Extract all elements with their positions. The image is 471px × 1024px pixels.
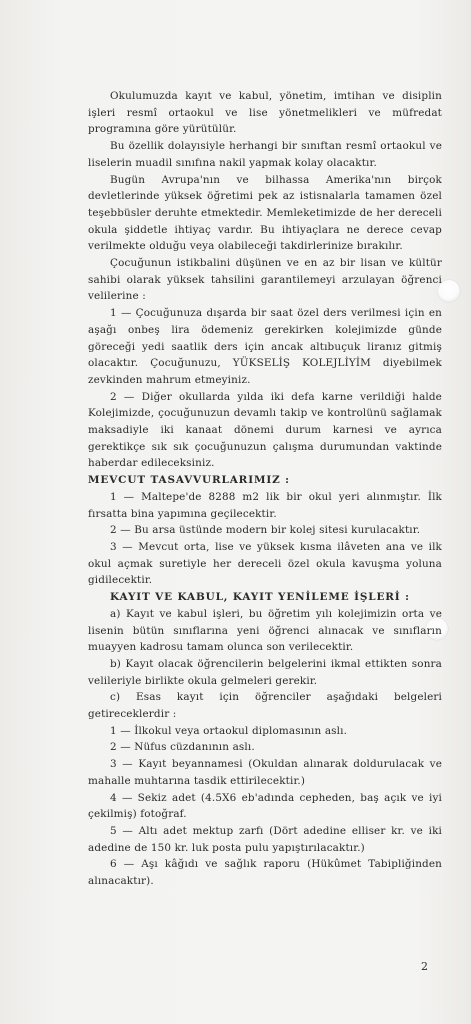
paragraph: 2 — Diğer okullarda yılda iki defa karne verildiği halde Kolejimizde, çocuğunuzun devamlı takip ve kontrolünü sağlamak maksadiyle iki kanaat dönemi durum karnesi ve ayrıca gerektikçe sık sık çocuğunuzun çalışma durumundan vaktinde haberdar edileceksiniz. <box>88 390 442 470</box>
section-heading-registration: KAYIT VE KABUL, KAYIT YENİLEME İŞLERİ : <box>110 591 410 604</box>
paragraph: 1 — Çocuğunuza dışarda bir saat özel ders verilmesi için en aşağı onbeş lira ödemeniz gerekirken kolejimizde günde göreceği yedi saatlik ders için ancak altıbuçuk liranız gitmiş olacaktır. Çocuğunuzu, YÜKSELİŞ KOLEJLİYİM diyebilmek zevkinden mahrum etmeyiniz. <box>88 307 442 386</box>
page-number: 2 <box>421 960 428 973</box>
paragraph: Bugün Avrupa'nın ve bilhassa Amerika'nın birçok devletlerinde yüksek öğretimi pek az istisnalarla tamamen özel teşebbüsler deruhte etmektedir. Memleketimizde de her dereceli okula şiddetle ihtiyaç vardır. Bu ihtiyaçlara ne derece cevap verilmekte olduğu veya olabileceği takdirlerinize bırakılır. <box>88 173 442 253</box>
list-item: 3 — Kayıt beyannamesi (Okuldan alınarak doldurulacak ve mahalle muhtarına tasdik ettirilecektir.) <box>88 758 442 787</box>
list-item: 4 — Sekiz adet (4.5X6 eb'adında cepheden, baş açık ve iyi çekilmiş) fotoğraf. <box>88 791 442 821</box>
paragraph: 3 — Mevcut orta, lise ve yüksek kısma ilâveten ana ve ilk okul açmak suretiyle her dereceli özel okula kavuşma yoluna gidilecektir. <box>88 540 442 587</box>
paragraph: c) Esas kayıt için öğrenciler aşağıdaki belgeleri getireceklerdir : <box>88 691 442 721</box>
paragraph: 1 — Maltepe'de 8288 m2 lik bir okul yeri alınmıştır. İlk fırsatta bina yapımına geçilecektir. <box>88 490 442 520</box>
section-heading-plans: MEVCUT TASAVVURLARIMIZ : <box>88 474 290 487</box>
list-item: 6 — Aşı kâğıdı ve sağlık raporu (Hükûmet Tabipliğinden alınacaktır). <box>88 858 442 888</box>
list-item: 1 — İlkokul veya ortaokul diplomasının aslı. <box>110 724 348 737</box>
list-item: 2 — Nüfus cüzdanının aslı. <box>110 741 255 754</box>
paragraph: b) Kayıt olacak öğrencilerin belgelerini ikmal ettikten sonra velileriyle birlikte okula gelmeleri gerekir. <box>88 657 442 687</box>
paragraph: Bu özellik dolayısiyle herhangi bir sınıftan resmî ortaokul ve liselerin muadil sınıfına nakil yapmak kolay olacaktır. <box>88 140 442 169</box>
body-text <box>88 88 442 890</box>
list-item: 5 — Altı adet mektup zarfı (Dört adedine elliser kr. ve iki adedine de 150 kr. luk posta pulu yapıştırılacaktır.) <box>88 824 442 854</box>
paragraph: a) Kayıt ve kabul işleri, bu öğretim yılı kolejimizin orta ve lisenin bütün sınıflarına yeni öğrenci alınacak ve sınıfların muayyen kadrosu tamam olunca son verilecektir. <box>88 607 442 654</box>
paragraph: Çocuğunun istikbalini düşünen ve en az bir lisan ve kültür sahibi olarak yüksek tahsilini garantilemeyi arzulayan öğrenci velilerine : <box>88 257 442 303</box>
paragraph: Okulumuzda kayıt ve kabul, yönetim, imtihan ve disiplin işleri resmî ortaokul ve lise yönetmelikleri ve müfredat programına göre yürütülür. <box>88 90 442 136</box>
paragraph: 2 — Bu arsa üstünde modern bir kolej sitesi kurulacaktır. <box>110 524 421 537</box>
